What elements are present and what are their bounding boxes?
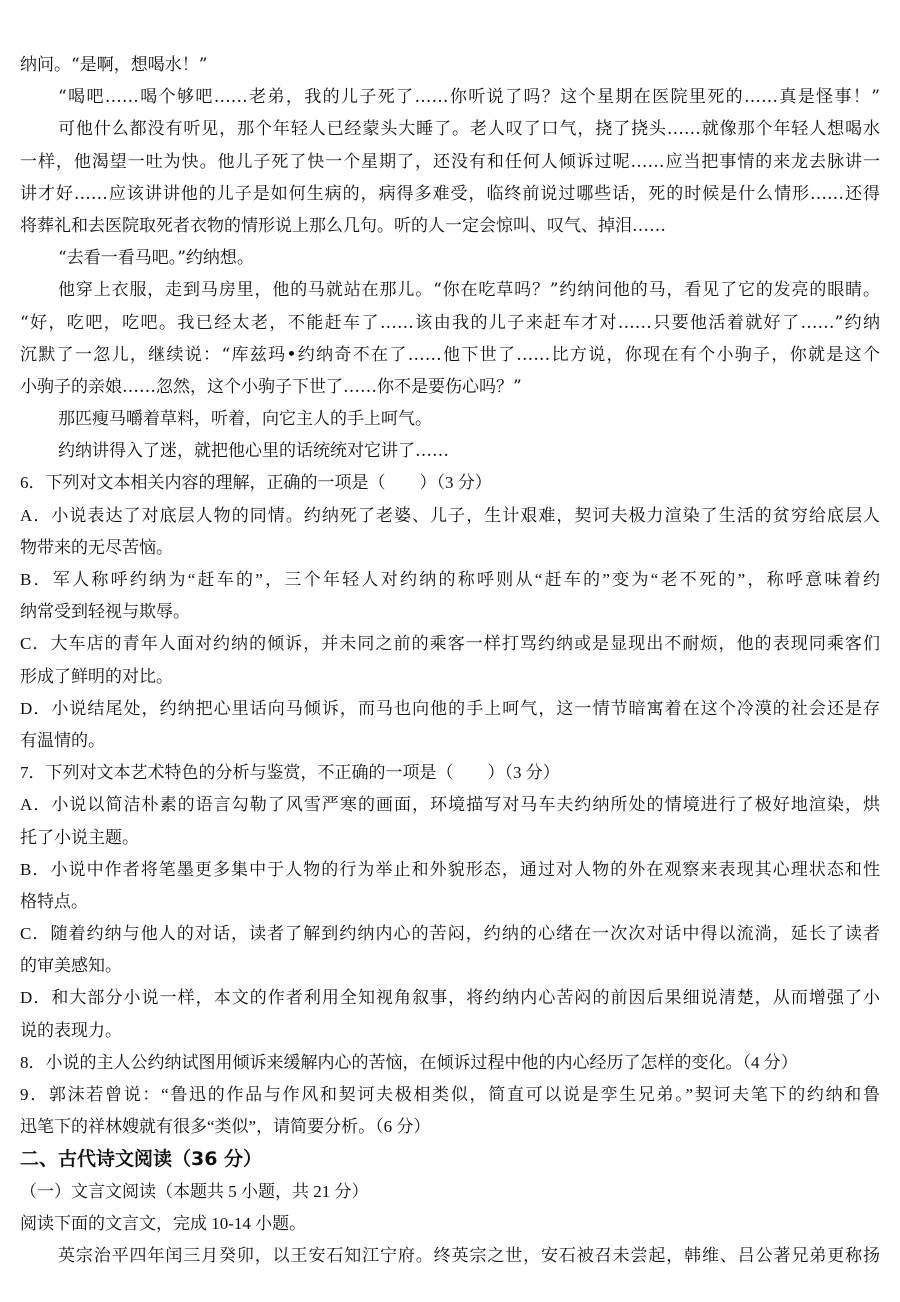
passage-paragraph: [0, 274, 900, 403]
option-line: 格特点。: [20, 891, 88, 911]
section-instruction: 阅读下面的文言文，完成 10-14 小题。: [20, 1213, 307, 1233]
option-line: 形成了鲜明的对比。: [20, 666, 173, 686]
reading-passage: [0, 49, 900, 467]
question-7-option-b: [0, 854, 900, 918]
question-7: [0, 757, 900, 1047]
option-line: 纳常受到轻视与欺辱。: [20, 602, 190, 622]
question-9-stem: 9．郭沫若曾说：“鲁迅的作品与作风和契诃夫极相类似，简直可以说是孪生兄弟。”契诃夫笔下的约纳和鲁: [20, 1085, 880, 1104]
section-subheading: （一）文言文阅读（本题共 5 小题，共 21 分）: [20, 1181, 369, 1201]
option-line: 有温情的。: [20, 730, 105, 750]
section-two: [0, 1143, 900, 1272]
question-6: [0, 467, 900, 757]
classical-text-line: 英宗治平四年闰三月癸卯，以王安石知江宁府。终英宗之世，安石被召未尝起，韩维、吕公著兄弟更称扬: [58, 1245, 880, 1265]
passage-thought: “去看一看马吧。”约纳想。: [58, 248, 254, 269]
section-heading: 二、古代诗文阅读（36 分）: [20, 1148, 263, 1171]
passage-line: 一样，他渴望一吐为快。他儿子死了快一个星期了，还没有和任何人倾诉过呢……应当把事情的来龙去脉讲一: [20, 151, 880, 172]
question-7-option-a: [0, 789, 900, 853]
question-6-option-a: [0, 500, 900, 564]
option-line: A．小说以简洁朴素的语言勾勒了风雪严寒的画面，环境描写对马车夫约纳所处的情境进行了极好地渲染，烘: [20, 795, 880, 815]
option-line: D．和大部分小说一样，本文的作者利用全知视角叙事，将约纳内心苦闷的前因后果细说清楚，从而增强了小: [20, 988, 880, 1008]
passage-paragraph: 约纳讲得入了迷，就把他心里的话统统对它讲了……: [58, 441, 449, 462]
passage-paragraph: 那匹瘦马嚼着草料，听着，向它主人的手上呵气。: [58, 409, 432, 430]
question-6-option-b: [0, 564, 900, 628]
question-9-stem: 迅笔下的祥林嫂就有很多“类似”，请简要分析。（6 分）: [20, 1117, 431, 1137]
option-line: 的审美感知。: [20, 956, 122, 976]
passage-line: 小驹子的亲娘……忽然，这个小驹子下世了……你不是要伤心吗？”: [20, 376, 522, 397]
option-line: B．小说中作者将笔墨更多集中于人物的行为举止和外貌形态，通过对人物的外在观察来表现其心理状态和性: [20, 859, 880, 879]
question-8: [0, 1047, 900, 1079]
option-line: A．小说表达了对底层人物的同情。约纳死了老婆、儿子，生计艰难，契诃夫极力渲染了生活的贫穷给底层人: [20, 505, 880, 525]
passage-line: 将葬礼和去医院取死者衣物的情形说上那么几句。听的人一定会惊叫、叹气、掉泪……: [20, 215, 666, 236]
passage-continuation: 纳问。“是啊，想喝水！”: [20, 55, 208, 75]
passage-line: 讲才好……应该讲讲他的儿子是如何生病的，病得多难受，临终前说过哪些话，死的时候是什么情形……还得: [20, 183, 880, 204]
option-line: 物带来的无尽苦恼。: [20, 537, 173, 557]
passage-line: 他穿上衣服，走到马房里，他的马就站在那儿。“你在吃草吗？”约纳问他的马，看见了它的发亮的眼睛。: [58, 280, 880, 301]
question-9: [0, 1079, 900, 1143]
question-6-option-d: [0, 693, 900, 757]
option-line: 说的表现力。: [20, 1020, 122, 1040]
question-7-stem: 7．下列对文本艺术特色的分析与鉴赏，不正确的一项是（ ）（3 分）: [20, 763, 560, 783]
question-6-stem: 6．下列对文本相关内容的理解，正确的一项是（ ）（3 分）: [20, 473, 492, 493]
passage-dialogue: “喝吧……喝个够吧……老弟，我的儿子死了……你听说了吗？这个星期在医院里死的……真是怪事！”: [58, 87, 880, 108]
question-7-option-c: [0, 918, 900, 982]
passage-line: 沉默了一忽儿，继续说：“库兹玛•约纳奇不在了……他下世了……比方说，你现在有个小驹子，你就是这个: [20, 344, 880, 365]
option-line: D．小说结尾处，约纳把心里话向马倾诉，而马也向他的手上呵气，这一情节暗寓着在这个冷漠的社会还是存: [20, 698, 880, 718]
question-8-stem: 8．小说的主人公约纳试图用倾诉来缓解内心的苦恼，在倾诉过程中他的内心经历了怎样的变化。（4 分）: [20, 1052, 798, 1072]
question-6-option-c: [0, 628, 900, 692]
question-7-option-d: [0, 982, 900, 1046]
passage-line: “好，吃吧，吃吧。我已经太老，不能赶车了……该由我的儿子来赶车才对……只要他活着就好了……”约纳: [20, 312, 880, 333]
passage-line: 可他什么都没有听见，那个年轻人已经蒙头大睡了。老人叹了口气，挠了挠头……就像那个年轻人想喝水: [58, 119, 880, 140]
option-line: 托了小说主题。: [20, 827, 139, 847]
option-line: B．军人称呼约纳为“赶车的”，三个年轻人对约纳的称呼则从“赶车的”变为“老不死的”，称呼意味着约: [20, 570, 880, 589]
passage-paragraph: [0, 113, 900, 242]
option-line: C．大车店的青年人面对约纳的倾诉，并未同之前的乘客一样打骂约纳或是显现出不耐烦，他的表现同乘客们: [20, 634, 880, 654]
option-line: C．随着约纳与他人的对话，读者了解到约纳内心的苦闷，约纳的心绪在一次次对话中得以流淌，延长了读者: [20, 924, 880, 944]
